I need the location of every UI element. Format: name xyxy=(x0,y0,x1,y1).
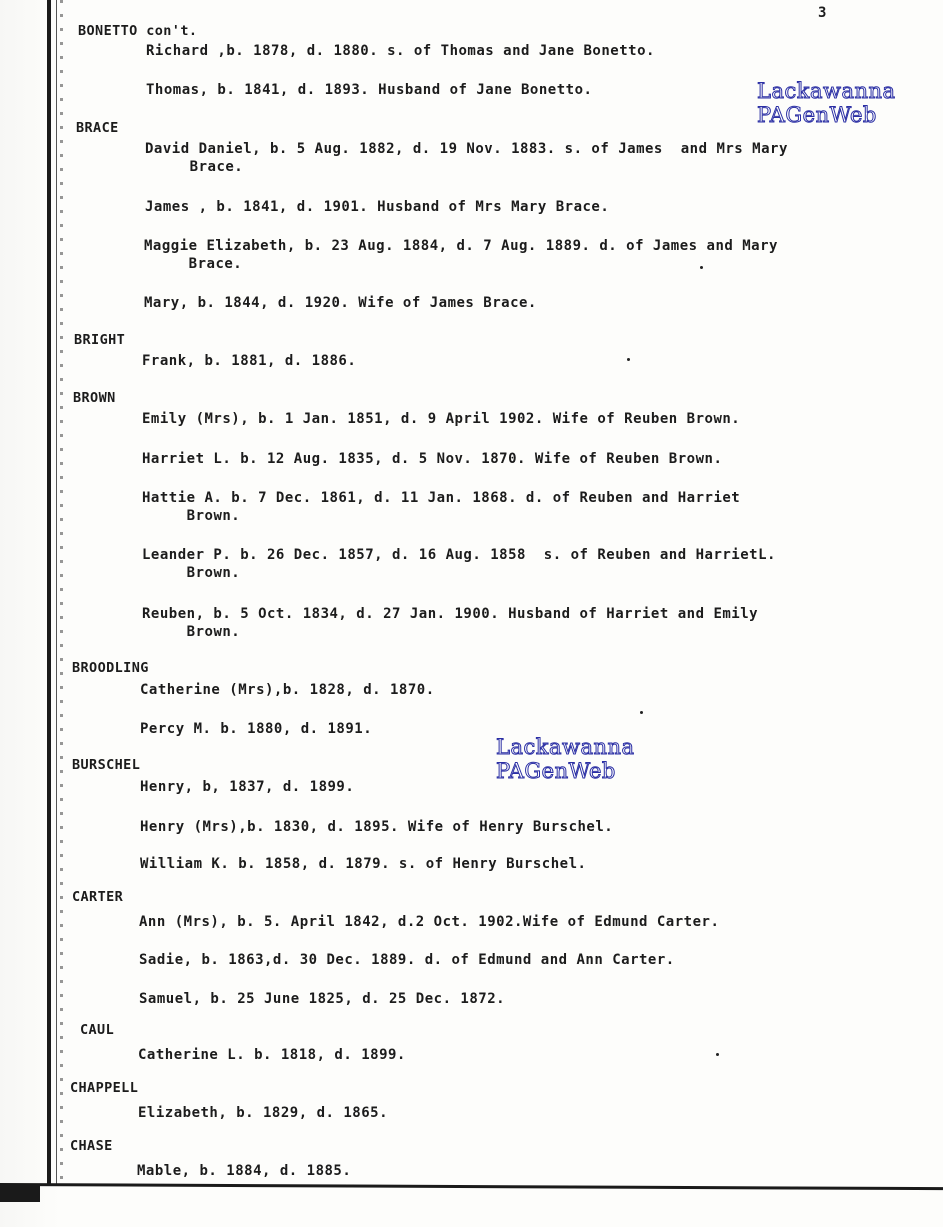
scan-speck xyxy=(716,1053,719,1056)
burial-entry: Percy M. b. 1880, d. 1891. xyxy=(140,721,373,737)
burial-entry: Frank, b. 1881, d. 1886. xyxy=(142,353,357,369)
watermark-middle xyxy=(496,735,635,783)
burial-entry: Emily (Mrs), b. 1 Jan. 1851, d. 9 April 1902. Wife of Reuben Brown. xyxy=(142,411,741,427)
burial-entry: Catherine L. b. 1818, d. 1899. xyxy=(138,1047,406,1063)
burial-entry: Leander P. b. 26 Dec. 1857, d. 16 Aug. 1858 s. of Reuben and HarrietL. Brown. xyxy=(142,547,776,581)
burial-entry: David Daniel, b. 5 Aug. 1882, d. 19 Nov. 1883. s. of James and Mrs Mary Brace. xyxy=(145,141,788,175)
binding-shadow xyxy=(0,0,60,1227)
surname-heading: CARTER xyxy=(72,889,124,905)
burial-entry: Henry, b, 1837, d. 1899. xyxy=(140,779,355,795)
burial-entry: Sadie, b. 1863,d. 30 Dec. 1889. d. of Edmund and Ann Carter. xyxy=(139,952,675,968)
bottom-border-line xyxy=(0,1183,943,1190)
surname-heading: BONETTO con't. xyxy=(78,23,198,39)
burial-entry: Henry (Mrs),b. 1830, d. 1895. Wife of Henry Burschel. xyxy=(140,819,614,835)
surname-heading: BRACE xyxy=(76,120,119,136)
surname-heading: BRIGHT xyxy=(74,332,126,348)
burial-entry: William K. b. 1858, d. 1879. s. of Henry Burschel. xyxy=(140,856,587,872)
scan-speck xyxy=(640,711,643,714)
burial-entry: Mable, b. 1884, d. 1885. xyxy=(137,1163,352,1179)
surname-heading: CAUL xyxy=(80,1022,115,1038)
burial-entry: Maggie Elizabeth, b. 23 Aug. 1884, d. 7 Aug. 1889. d. of James and Mary Brace. xyxy=(144,238,778,272)
surname-heading: CHASE xyxy=(70,1138,113,1154)
burial-entry: Harriet L. b. 12 Aug. 1835, d. 5 Nov. 1870. Wife of Reuben Brown. xyxy=(142,451,723,467)
burial-entry: Elizabeth, b. 1829, d. 1865. xyxy=(138,1105,389,1121)
corner-mark xyxy=(0,1184,40,1202)
watermark-line1: Lackawanna xyxy=(757,79,896,103)
binder-margin-line xyxy=(47,0,51,1185)
perforation-marks xyxy=(60,0,63,1185)
surname-heading: BROWN xyxy=(73,390,116,406)
surname-heading: BURSCHEL xyxy=(72,757,141,773)
page-number: 3 xyxy=(818,5,827,21)
watermark-line2: PAGenWeb xyxy=(496,759,616,783)
margin-rule xyxy=(56,0,57,1185)
burial-entry: Ann (Mrs), b. 5. April 1842, d.2 Oct. 1902.Wife of Edmund Carter. xyxy=(139,914,720,930)
scan-speck xyxy=(700,266,703,269)
burial-entry: Samuel, b. 25 June 1825, d. 25 Dec. 1872. xyxy=(139,991,506,1007)
burial-entry: Catherine (Mrs),b. 1828, d. 1870. xyxy=(140,682,435,698)
watermark-line2: PAGenWeb xyxy=(757,103,877,127)
scan-speck xyxy=(627,358,630,361)
burial-entry: Hattie A. b. 7 Dec. 1861, d. 11 Jan. 1868. d. of Reuben and Harriet Brown. xyxy=(142,490,741,524)
burial-entry: Mary, b. 1844, d. 1920. Wife of James Brace. xyxy=(144,295,537,311)
surname-heading: CHAPPELL xyxy=(70,1080,139,1096)
surname-heading: BROODLING xyxy=(72,660,149,676)
burial-entry: Richard ,b. 1878, d. 1880. s. of Thomas and Jane Bonetto. xyxy=(146,43,655,59)
burial-entry: Reuben, b. 5 Oct. 1834, d. 27 Jan. 1900. Husband of Harriet and Emily Brown. xyxy=(142,606,759,640)
burial-entry: Thomas, b. 1841, d. 1893. Husband of Jane Bonetto. xyxy=(146,82,593,98)
burial-entry: James , b. 1841, d. 1901. Husband of Mrs Mary Brace. xyxy=(145,199,610,215)
watermark-line1: Lackawanna xyxy=(496,735,635,759)
